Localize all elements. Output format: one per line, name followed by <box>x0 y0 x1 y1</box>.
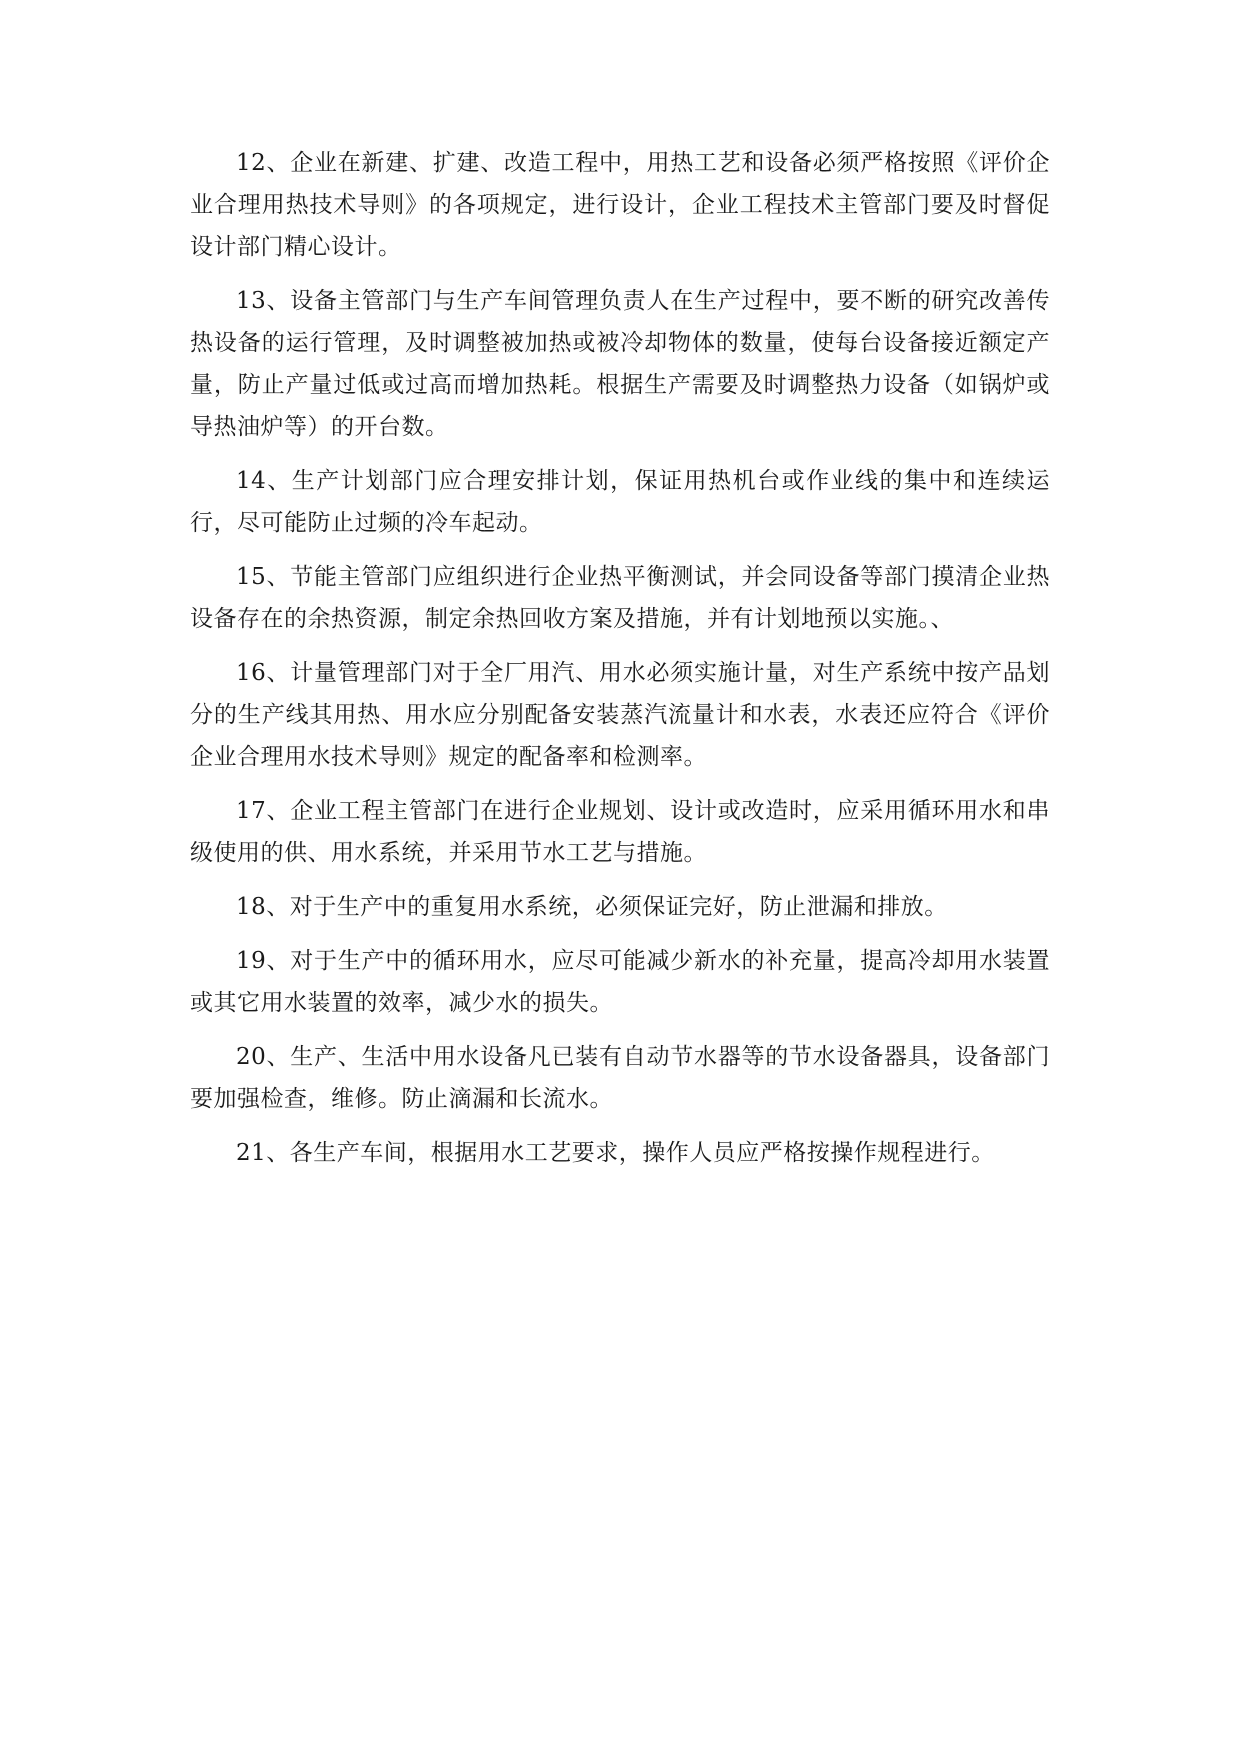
paragraph-20: 20、生产、生活中用水设备凡已装有自动节水器等的节水设备器具，设备部门要加强检查，维修。防止滴漏和长流水。 <box>190 1044 1050 1112</box>
paragraph-14: 14、生产计划部门应合理安排计划，保证用热机台或作业线的集中和连续运行，尽可能防止过频的冷车起动。 <box>190 468 1050 536</box>
paragraph-21: 21、各生产车间，根据用水工艺要求，操作人员应严格按操作规程进行。 <box>236 1140 995 1166</box>
paragraph-19: 19、对于生产中的循环用水，应尽可能减少新水的补充量，提高冷却用水装置或其它用水装置的效率，减少水的损失。 <box>190 948 1050 1016</box>
paragraph-18: 18、对于生产中的重复用水系统，必须保证完好，防止泄漏和排放。 <box>236 894 948 920</box>
paragraph-16: 16、计量管理部门对于全厂用汽、用水必须实施计量，对生产系统中按产品划分的生产线其用热、用水应分别配备安装蒸汽流量计和水表，水表还应符合《评价企业合理用水技术导则》规定的配备率和检测率。 <box>190 660 1050 770</box>
paragraph-12: 12、企业在新建、扩建、改造工程中，用热工艺和设备必须严格按照《评价企业合理用热技术导则》的各项规定，进行设计，企业工程技术主管部门要及时督促设计部门精心设计。 <box>190 150 1050 260</box>
paragraph-13: 13、设备主管部门与生产车间管理负责人在生产过程中，要不断的研究改善传热设备的运行管理，及时调整被加热或被冷却物体的数量，使每台设备接近额定产量，防止产量过低或过高而增加热耗。根据生产需要及时调整热力设备（如锅炉或导热油炉等）的开台数。 <box>190 288 1050 440</box>
paragraph-17: 17、企业工程主管部门在进行企业规划、设计或改造时，应采用循环用水和串级使用的供、用水系统，并采用节水工艺与措施。 <box>190 798 1050 866</box>
paragraph-15: 15、节能主管部门应组织进行企业热平衡测试，并会同设备等部门摸清企业热设备存在的余热资源，制定余热回收方案及措施，并有计划地预以实施。、 <box>190 564 1050 632</box>
document-body <box>190 142 1050 1186</box>
